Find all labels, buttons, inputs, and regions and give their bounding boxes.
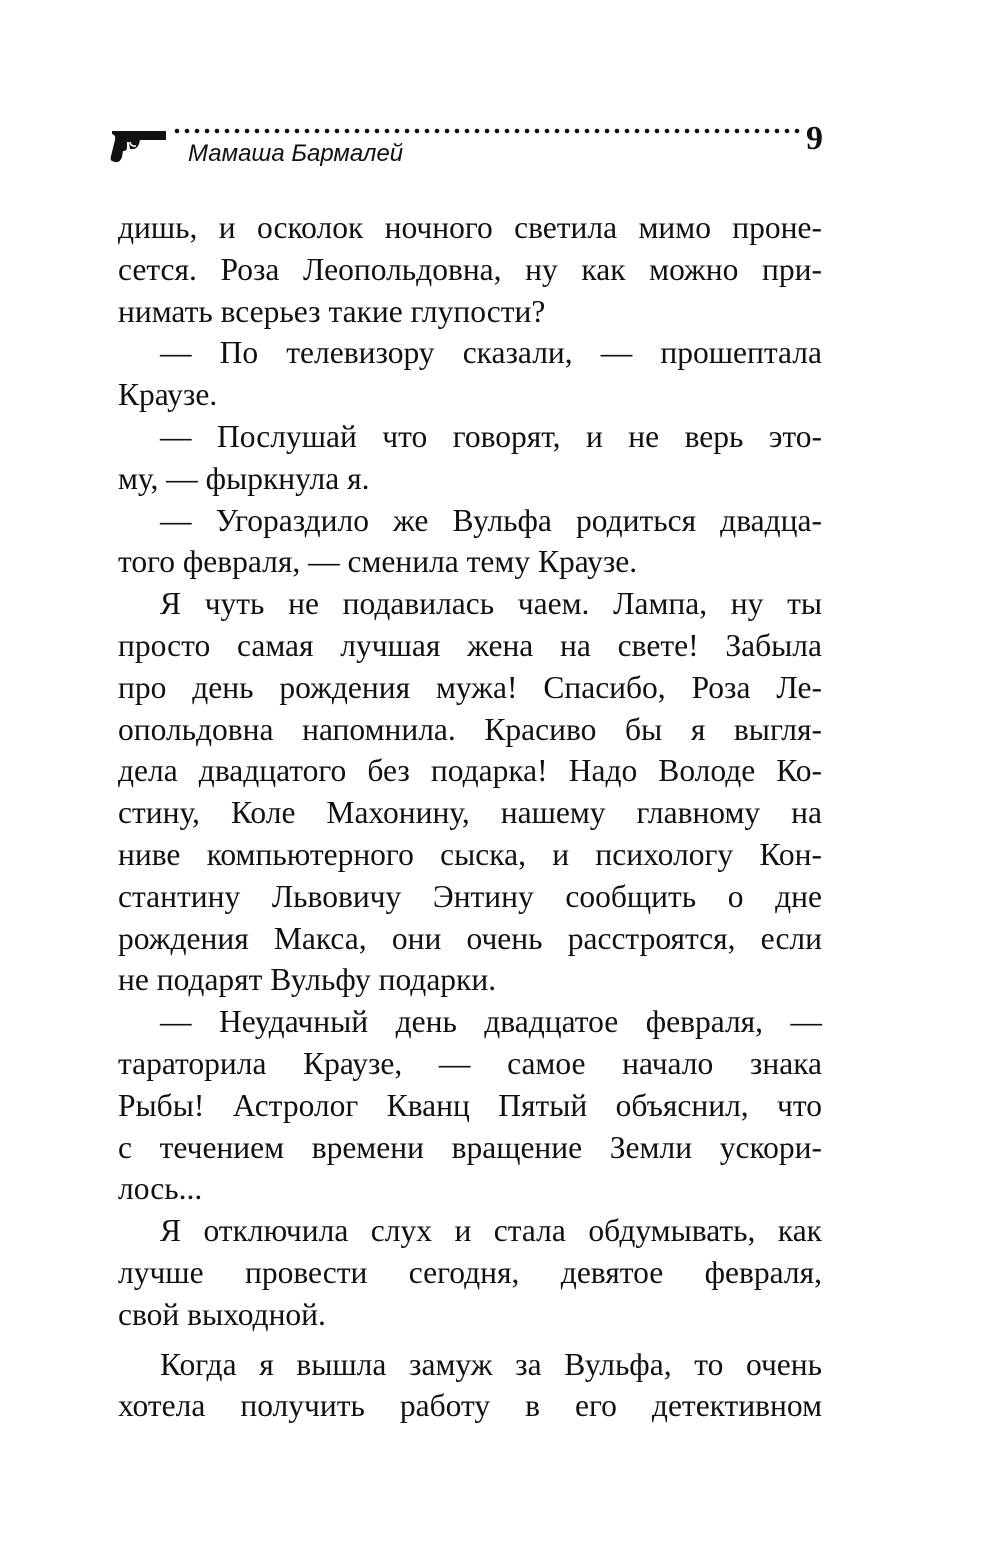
- text-line: стину, Коле Махонину, нашему главному на: [118, 795, 822, 831]
- text-line: — Неудачный день двадцатое февраля, —: [160, 1004, 822, 1040]
- text-line: — Угораздило же Вульфа родиться двадца-: [160, 502, 822, 538]
- text-line: дела двадцатого без подарка! Надо Володе Ко-: [118, 753, 822, 789]
- text-line: Я чуть не подавилась чаем. Лампа, ну ты: [160, 586, 822, 622]
- text-line: хотела получить работу в его детективном: [118, 1388, 822, 1424]
- text-line: тараторила Краузе, — самое начало знака: [118, 1045, 822, 1081]
- text-line: лось...: [118, 1171, 203, 1207]
- text-line: не подарят Вульфу подарки.: [118, 962, 497, 998]
- pistol-icon: [110, 127, 168, 165]
- text-line: Краузе.: [118, 377, 218, 413]
- body-text: [118, 207, 822, 1427]
- page-number: 9: [806, 120, 823, 157]
- text-line: стантину Львовичу Энтину сообщить о дне: [118, 878, 822, 914]
- text-line: дишь, и осколок ночного светила мимо проне-: [118, 210, 822, 245]
- paragraph-gap: [118, 1336, 822, 1344]
- text-line: просто самая лучшая жена на свете! Забыла: [118, 627, 822, 663]
- text-line: про день рождения мужа! Спасибо, Роза Ле-: [118, 669, 822, 705]
- text-line: опольдовна напомнила. Красиво бы я выгля-: [118, 711, 822, 747]
- running-title: Мамаша Бармалей: [188, 140, 404, 167]
- text-line: Я отключила слух и стала обдумывать, как: [160, 1213, 822, 1249]
- text-line: сется. Роза Леопольдовна, ну как можно при-: [118, 251, 822, 287]
- dotted-rule: [172, 127, 802, 135]
- text-line: нимать всерьез такие глупости?: [118, 293, 546, 329]
- text-line: того февраля, — сменила тему Краузе.: [118, 544, 638, 580]
- text-line: му, — фыркнула я.: [118, 460, 370, 496]
- text-line: лучше провести сегодня, девятое февраля,: [118, 1254, 822, 1290]
- text-line: свой выходной.: [118, 1296, 326, 1332]
- text-line: — По телевизору сказали, — прошептала: [160, 335, 822, 371]
- text-line: с течением времени вращение Земли ускори-: [118, 1129, 822, 1165]
- text-line: Рыбы! Астролог Кванц Пятый объяснил, что: [118, 1087, 822, 1123]
- running-header: [110, 115, 825, 175]
- text-line: ниве компьютерного сыска, и психологу Кон-: [118, 836, 822, 872]
- text-line: рождения Макса, они очень расстроятся, если: [118, 920, 822, 956]
- text-line: — Послушай что говорят, и не верь это-: [160, 418, 822, 454]
- text-line: Когда я вышла замуж за Вульфа, то очень: [160, 1346, 822, 1382]
